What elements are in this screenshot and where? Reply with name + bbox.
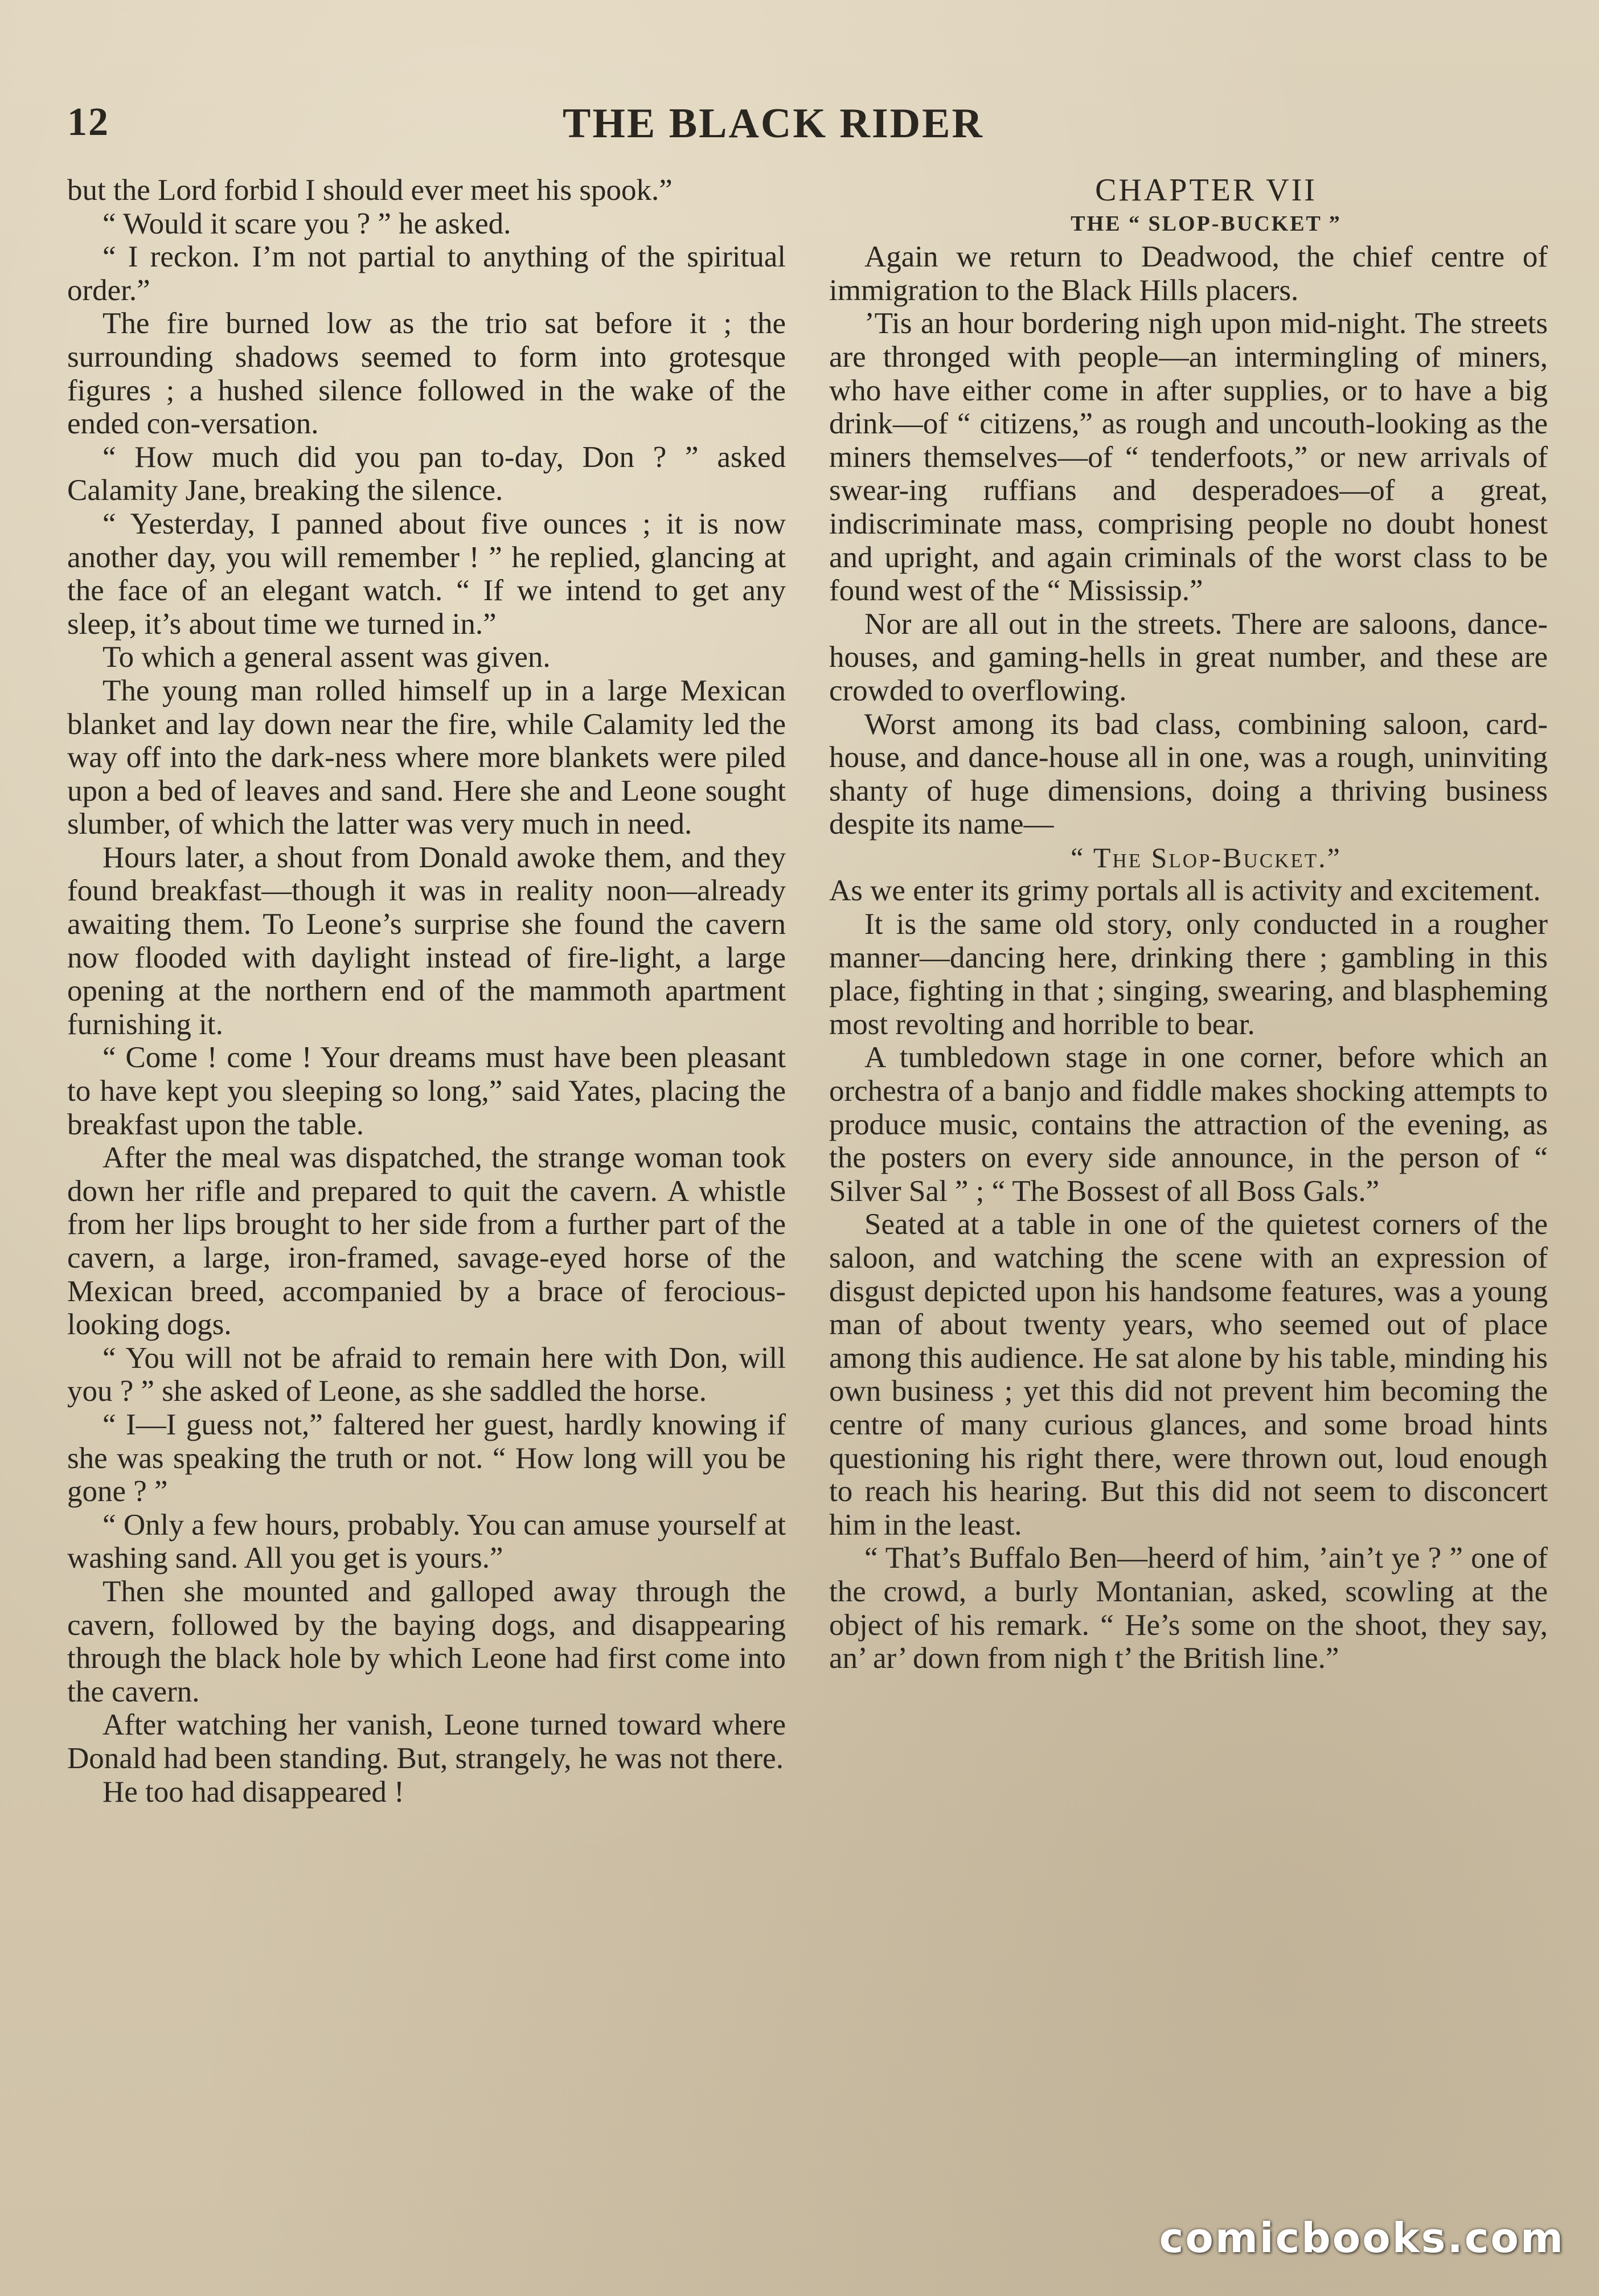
paragraph: After watching her vanish, Leone turned toward where Donald had been standing. But, strangely, he was not there. bbox=[67, 1708, 786, 1775]
paragraph: but the Lord forbid I should ever meet his spook.” bbox=[67, 174, 673, 207]
paragraph: Nor are all out in the streets. There are saloons, dance-houses, and gaming-hells in great number, and these are crowded to overflowing. bbox=[829, 607, 1548, 707]
paragraph: Again we return to Deadwood, the chief centre of immigration to the Black Hills placers. bbox=[829, 240, 1548, 307]
paragraph: “ How much did you pan to-day, Don ? ” asked Calamity Jane, breaking the silence. bbox=[67, 440, 786, 507]
chapter-heading: CHAPTER VII bbox=[1095, 173, 1317, 208]
paragraph: A tumbledown stage in one corner, before which an orchestra of a banjo and fiddle makes shocking attempts to produce music, contains the attraction of the evening, as the posters on every side announce, in the person of “ Silver Sal ” ; “ The Bossest of all Boss Gals.” bbox=[829, 1041, 1548, 1208]
paragraph: “ That’s Buffalo Ben—heerd of him, ’ain’t ye ? ” one of the crowd, a burly Montanian, asked, scowling at the object of his remark. “ He’s some on the shoot, they say, an’ ar’ down from nigh t’ the British line.” bbox=[829, 1541, 1548, 1675]
paragraph: He too had disappeared ! bbox=[102, 1775, 404, 1809]
paragraph: “ I—I guess not,” faltered her guest, hardly knowing if she was speaking the truth or not. “ How long will you be gone ? ” bbox=[67, 1408, 786, 1508]
paragraph: ’Tis an hour bordering nigh upon mid-night. The streets are thronged with people—an intermingling of miners, who have either come in after supplies, or to have a big drink—of “ citizens,” as rough and uncouth-looking as the miners themselves—of “ tenderfoots,” or new arrivals of swear-ing ruffians and desperadoes—of a great, indiscriminate mass, comprising people no doubt honest and upright, and again criminals of the worst class to be found west of the “ Mississip.” bbox=[829, 307, 1548, 608]
paragraph: Seated at a table in one of the quietest corners of the saloon, and watching the scene with an expression of disgust depicted upon his handsome features, was a young man of about twenty years, who seemed out of place among this audience. He sat alone by his table, minding his own business ; yet this did not prevent him becoming the centre of many curious glances, and some broad hints questioning his right there, were thrown out, loud enough to reach his hearing. But this did not seem to disconcert him in the least. bbox=[829, 1208, 1548, 1541]
paragraph: Worst among its bad class, combining saloon, card-house, and dance-house all in one, was a rough, uninviting shanty of huge dimensions, doing a thriving business despite its name— bbox=[829, 707, 1548, 841]
paragraph: “ Only a few hours, probably. You can amuse yourself at washing sand. All you get is yours.” bbox=[67, 1508, 786, 1575]
paragraph: “ You will not be afraid to remain here with Don, will you ? ” she asked of Leone, as she saddled the horse. bbox=[67, 1341, 786, 1408]
left-column bbox=[67, 174, 786, 1809]
right-column bbox=[829, 174, 1548, 1809]
paragraph: “ Come ! come ! Your dreams must have been pleasant to have kept you sleeping so long,” said Yates, placing the breakfast upon the table. bbox=[67, 1041, 786, 1141]
paragraph: It is the same old story, only conducted in a rougher manner—dancing here, drinking there ; gambling in this place, fighting in that ; singing, swearing, and blaspheming most revolting and horrible to bear. bbox=[829, 908, 1548, 1041]
paragraph: To which a general assent was given. bbox=[102, 641, 551, 674]
paragraph: “ Would it scare you ? ” he asked. bbox=[102, 207, 511, 240]
running-head bbox=[67, 94, 1548, 157]
site-watermark: comicbooks.com bbox=[1159, 2214, 1565, 2262]
page-number: 12 bbox=[67, 100, 109, 144]
book-page bbox=[67, 94, 1548, 2246]
running-title: THE BLACK RIDER bbox=[563, 100, 984, 147]
paragraph: As we enter its grimy portals all is activity and excitement. bbox=[829, 874, 1541, 908]
text-columns bbox=[67, 174, 1548, 1809]
paragraph: Then she mounted and galloped away through the cavern, followed by the baying dogs, and disappearing through the black hole by which Leone had first come into the cavern. bbox=[67, 1575, 786, 1708]
paragraph: The fire burned low as the trio sat before it ; the surrounding shadows seemed to form into grotesque figures ; a hushed silence followed in the wake of the ended con-versation. bbox=[67, 307, 786, 441]
chapter-subtitle: THE “ SLOP-BUCKET ” bbox=[1071, 211, 1342, 236]
paragraph: Hours later, a shout from Donald awoke them, and they found breakfast—though it was in reality noon—already awaiting them. To Leone’s surprise she found the cavern now flooded with daylight instead of fire-light, a large opening at the northern end of the mammoth apartment furnishing it. bbox=[67, 840, 786, 1041]
paragraph: The young man rolled himself up in a large Mexican blanket and lay down near the fire, while Calamity led the way off into the dark-ness where more blankets were piled upon a bed of leaves and sand. Here she and Leone sought slumber, of which the latter was very much in need. bbox=[67, 674, 786, 841]
paragraph: “ Yesterday, I panned about five ounces ; it is now another day, you will remember ! ” he replied, glancing at the face of an elegant watch. “ If we intend to get any sleep, it’s about time we turned in.” bbox=[67, 507, 786, 641]
paragraph: After the meal was dispatched, the strange woman took down her rifle and prepared to quit the cavern. A whistle from her lips brought to her side from a further part of the cavern, a large, iron-framed, savage-eyed horse of the Mexican breed, accompanied by a brace of ferocious-looking dogs. bbox=[67, 1141, 786, 1342]
section-title: “ The Slop-Bucket.” bbox=[1071, 841, 1342, 874]
paragraph: “ I reckon. I’m not partial to anything of the spiritual order.” bbox=[67, 240, 786, 307]
